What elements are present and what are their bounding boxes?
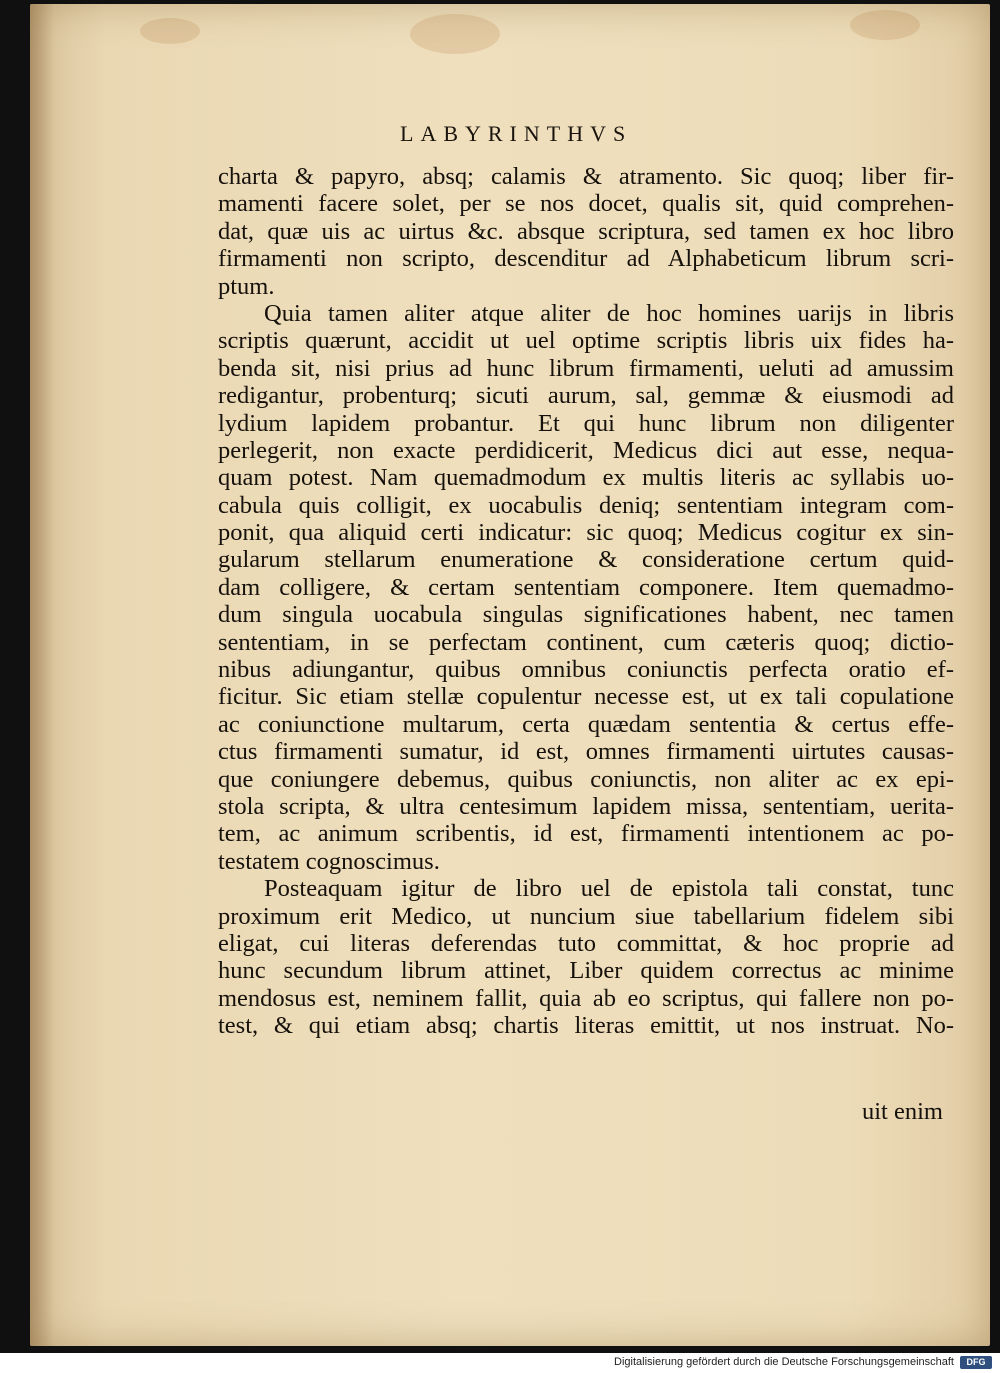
text-line: nibus adiungantur, quibus omnibus coniunctis perfecta oratio ef- bbox=[218, 656, 954, 684]
text-line: hunc secundum librum attinet, Liber quidem correctus ac minime bbox=[218, 957, 954, 985]
text-line: dat, quæ uis ac uirtus &c. absque scriptura, sed tamen ex hoc libro bbox=[218, 217, 954, 245]
running-head: LABYRINTHVS bbox=[400, 121, 633, 146]
digitization-footer bbox=[0, 1353, 1000, 1373]
text-line: firmamenti non scripto, descenditur ad Alphabeticum librum scri- bbox=[218, 245, 954, 273]
text-line: eligat, cui literas deferendas tuto committat, & hoc proprie ad bbox=[218, 929, 954, 957]
dfg-logo-icon: DFG bbox=[960, 1356, 992, 1369]
page-gutter-shadow bbox=[30, 4, 54, 1346]
foxing-stain bbox=[850, 10, 920, 40]
text-line: test, & qui etiam absq; chartis literas emittit, ut nos instruat. No- bbox=[218, 1012, 954, 1040]
text-line: mendosus est, neminem fallit, quia ab eo scriptus, qui fallere non po- bbox=[218, 984, 954, 1012]
foxing-stain bbox=[140, 18, 200, 44]
foxing-stain bbox=[410, 14, 500, 54]
funding-credit: Digitalisierung gefördert durch die Deutsche Forschungsgemeinschaft bbox=[614, 1356, 954, 1368]
text-line: ac coniunctione multarum, certa quædam sententia & certus effe- bbox=[218, 710, 954, 738]
body-text bbox=[218, 163, 954, 1040]
text-line: proximum erit Medico, ut nuncium siue tabellarium fidelem sibi bbox=[218, 902, 954, 930]
text-line: perlegerit, non exacte perdidicerit, Medicus dici aut esse, nequa- bbox=[218, 436, 954, 464]
text-line: Posteaquam igitur de libro uel de epistola tali constat, tunc bbox=[264, 875, 954, 903]
text-line: que coniungere debemus, quibus coniunctis, non aliter ac ex epi- bbox=[218, 765, 954, 793]
text-line: dam colligere, & certam sententiam componere. Item quemadmo- bbox=[218, 573, 954, 601]
text-line: Quia tamen aliter atque aliter de hoc homines uarijs in libris bbox=[264, 299, 954, 327]
text-line: gularum stellarum enumeratione & consideratione certum quid- bbox=[218, 546, 954, 574]
text-line: redigantur, probenturq; sicuti aurum, sal, gemmæ & eiusmodi ad bbox=[218, 382, 954, 410]
text-line: testatem cognoscimus. bbox=[218, 847, 440, 875]
text-line: mamenti facere solet, per se nos docet, qualis sit, quid comprehen- bbox=[218, 190, 954, 218]
text-line: charta & papyro, absq; calamis & atramento. Sic quoq; liber fir- bbox=[218, 163, 954, 190]
text-line: ponit, qua aliquid certi indicatur: sic quoq; Medicus cogitur ex sin- bbox=[218, 519, 954, 547]
text-line: quam potest. Nam quemadmodum ex multis literis ac syllabis uo- bbox=[218, 464, 954, 492]
text-line: tem, ac animum scribentis, id est, firmamenti intentionem ac po- bbox=[218, 820, 954, 848]
text-line: benda sit, nisi prius ad hunc librum firmamenti, ueluti ad amussim bbox=[218, 354, 954, 382]
catchword: uit enim bbox=[862, 1098, 943, 1125]
text-line: stola scripta, & ultra centesimum lapidem missa, sententiam, uerita- bbox=[218, 792, 954, 820]
text-line: scriptis quærunt, accidit ut uel optime scriptis libris uix fides ha- bbox=[218, 327, 954, 355]
text-line: ctus firmamenti sumatur, id est, omnes firmamenti uirtutes causas- bbox=[218, 738, 954, 766]
text-line: ficitur. Sic etiam stellæ copulentur necesse est, ut ex tali copulatione bbox=[218, 683, 954, 711]
text-line: sententiam, in se perfectam continent, cum cæteris quoq; dictio- bbox=[218, 628, 954, 656]
text-line: cabula quis colligit, ex uocabulis deniq; sententiam integram com- bbox=[218, 491, 954, 519]
text-line: dum singula uocabula singulas significationes habent, nec tamen bbox=[218, 601, 954, 629]
text-line: lydium lapidem probantur. Et qui hunc librum non diligenter bbox=[218, 409, 954, 437]
text-line: ptum. bbox=[218, 272, 275, 300]
